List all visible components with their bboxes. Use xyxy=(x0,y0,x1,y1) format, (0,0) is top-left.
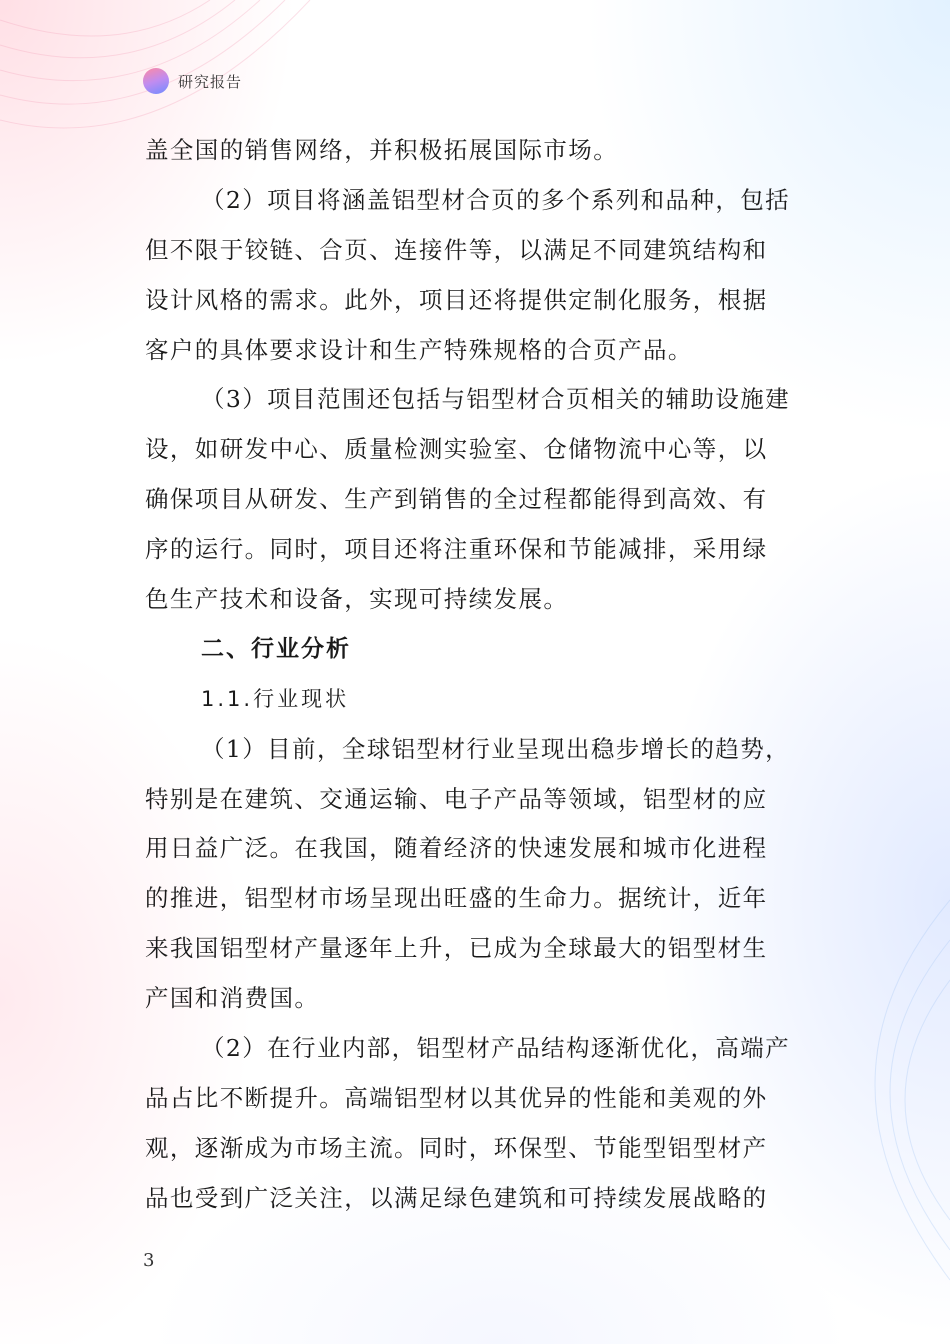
text-line: 确保项目从研发、生产到销售的全过程都能得到高效、有 xyxy=(145,485,768,514)
text-line: 色生产技术和设备，实现可持续发展。 xyxy=(145,585,569,614)
text-line: 品占比不断提升。高端铝型材以其优异的性能和美观的外 xyxy=(145,1083,768,1112)
text-line: 序的运行。同时，项目还将注重环保和节能减排，采用绿 xyxy=(145,535,768,564)
text-line: 产国和消费国。 xyxy=(145,984,320,1013)
report-header xyxy=(143,67,242,95)
text-line: （1）目前，全球铝型材行业呈现出稳步增长的趋势， xyxy=(201,734,791,763)
text-line: 品也受到广泛关注，以满足绿色建筑和可持续发展战略的 xyxy=(145,1183,768,1212)
text-line: 来我国铝型材产量逐年上升，已成为全球最大的铝型材生 xyxy=(145,934,768,963)
text-line: 观，逐渐成为市场主流。同时，环保型、节能型铝型材产 xyxy=(145,1133,768,1162)
text-line: （2）在行业内部，铝型材产品结构逐渐优化，高端产 xyxy=(201,1034,791,1063)
body-text xyxy=(145,126,807,1224)
text-line: 盖全国的销售网络，并积极拓展国际市场。 xyxy=(145,136,619,164)
text-line: 设计风格的需求。此外，项目还将提供定制化服务，根据 xyxy=(145,285,768,314)
text-line: 设，如研发中心、质量检测实验室、仓储物流中心等，以 xyxy=(145,435,768,464)
section-heading: 二、行业分析 xyxy=(201,635,351,662)
text-line: 客户的具体要求设计和生产特殊规格的合页产品。 xyxy=(145,335,693,364)
text-line: 特别是在建筑、交通运输、电子产品等领域，铝型材的应 xyxy=(145,784,768,813)
report-header-title: 研究报告 xyxy=(178,72,243,91)
text-line: （2）项目将涵盖铝型材合页的多个系列和品种，包括 xyxy=(201,185,791,214)
text-line: 但不限于铰链、合页、连接件等，以满足不同建筑结构和 xyxy=(145,235,768,264)
subsection-heading: 1.1.行业现状 xyxy=(201,686,350,711)
page-number: 3 xyxy=(143,1250,155,1271)
text-line: 用日益广泛。在我国，随着经济的快速发展和城市化进程 xyxy=(145,834,768,863)
text-line: （3）项目范围还包括与铝型材合页相关的辅助设施建 xyxy=(201,385,791,414)
text-line: 的推进，铝型材市场呈现出旺盛的生命力。据统计，近年 xyxy=(145,884,768,913)
report-logo-icon xyxy=(143,68,169,94)
